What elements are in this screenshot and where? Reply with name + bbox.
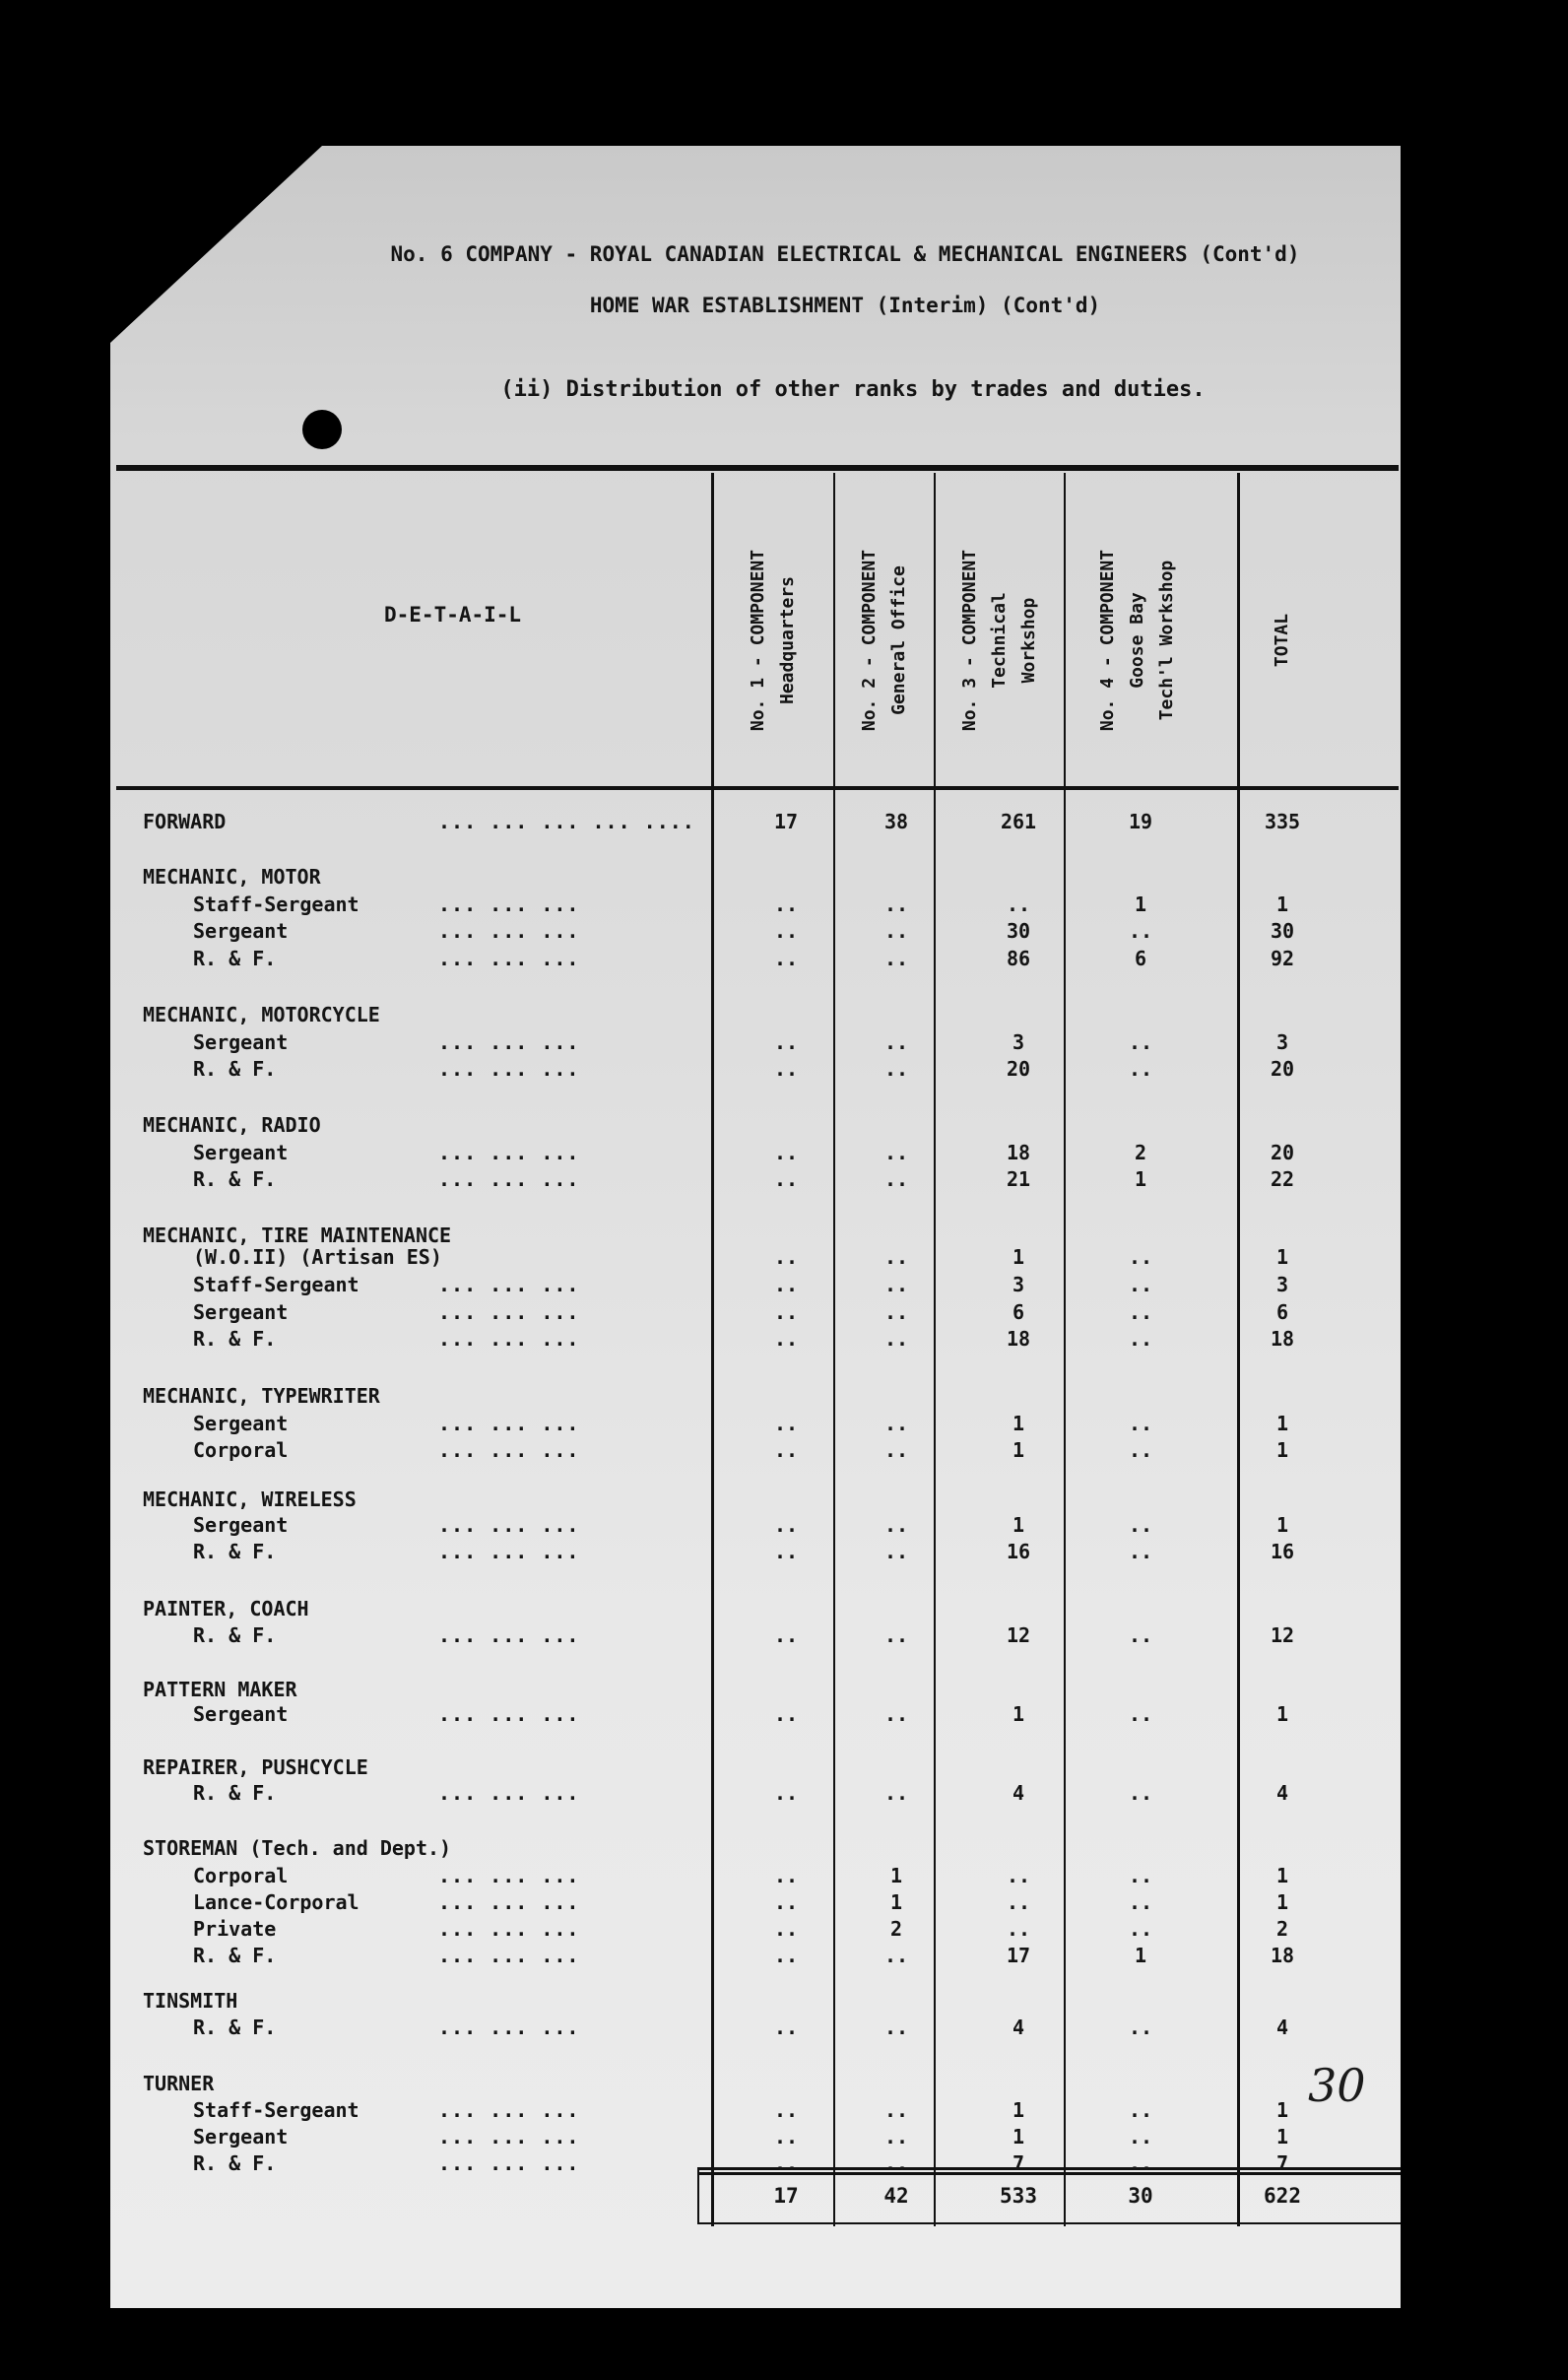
table-cell: 1: [1134, 1167, 1147, 1191]
table-top-rule: [116, 465, 1399, 471]
table-cell: ..: [1128, 1864, 1153, 1887]
table-row: [0, 1245, 1568, 1272]
row-label: Sergeant: [193, 1030, 289, 1054]
table-cell: ..: [883, 1273, 909, 1296]
table-cell: 1: [1012, 1513, 1025, 1537]
table-cell: 1: [1012, 1438, 1025, 1462]
table-cell: 1: [1012, 1702, 1025, 1726]
total-technical-workshop: 533: [1000, 2184, 1037, 2208]
column-header-detail: D-E-T-A-I-L: [384, 603, 522, 627]
leader-dots: ... ... ...: [438, 1030, 580, 1054]
row-label: R. & F.: [193, 2151, 277, 2175]
leader-dots: ... ... ...: [438, 1057, 580, 1081]
table-cell: ..: [883, 919, 909, 943]
row-label: R. & F.: [193, 1623, 277, 1647]
row-label: Sergeant: [193, 1412, 289, 1435]
table-cell: 261: [1000, 810, 1037, 833]
row-label: REPAIRER, PUSHCYCLE: [143, 1755, 368, 1779]
table-cell: ..: [1128, 2151, 1153, 2175]
leader-dots: ... ... ...: [438, 1300, 580, 1324]
table-row: [0, 947, 1568, 973]
table-cell: 92: [1270, 947, 1295, 970]
row-label: MECHANIC, TIRE MAINTENANCE: [143, 1223, 452, 1247]
table-cell: ..: [883, 1412, 909, 1435]
section-heading: (ii) Distribution of other ranks by trades and duties.: [500, 377, 1206, 402]
table-cell: 1: [1012, 2125, 1025, 2149]
table-row: [0, 1327, 1568, 1354]
row-label: TINSMITH: [143, 1989, 238, 2013]
table-cell: ..: [1128, 2016, 1153, 2039]
table-cell: ..: [1128, 1245, 1153, 1269]
column-header-general-office: No. 2 - COMPONENT General Office: [859, 549, 910, 732]
table-row: [0, 1488, 1568, 1514]
table-cell: ..: [1128, 1438, 1153, 1462]
column-header-total: TOTAL: [1272, 613, 1292, 668]
table-cell: 1: [1275, 1890, 1289, 1914]
leader-dots: ... ... ...: [438, 1944, 580, 1967]
table-row: [0, 1890, 1568, 1917]
table-cell: ..: [773, 1167, 799, 1191]
table-cell: ..: [1128, 1057, 1153, 1081]
table-cell: ..: [773, 1890, 799, 1914]
table-cell: ..: [773, 1141, 799, 1164]
table-cell: 38: [883, 810, 909, 833]
table-cell: 12: [1270, 1623, 1295, 1647]
table-cell: ..: [773, 892, 799, 916]
table-cell: ..: [883, 1702, 909, 1726]
table-cell: ..: [1128, 1702, 1153, 1726]
table-cell: ..: [883, 892, 909, 916]
row-label: Staff-Sergeant: [193, 1273, 359, 1296]
leader-dots: ... ... ...: [438, 1781, 580, 1805]
table-cell: ..: [1006, 892, 1031, 916]
table-cell: 2: [1134, 1141, 1147, 1164]
total-general-office: 42: [883, 2184, 909, 2208]
table-cell: ..: [883, 1141, 909, 1164]
table-cell: ..: [1128, 2098, 1153, 2122]
table-cell: ..: [883, 1030, 909, 1054]
leader-dots: ... ... ...: [438, 2125, 580, 2149]
table-cell: ..: [1006, 1917, 1031, 1941]
table-cell: 18: [1006, 1327, 1031, 1351]
table-row: [0, 2125, 1568, 2151]
table-row: [0, 1944, 1568, 1970]
leader-dots: ... ... ...: [438, 1702, 580, 1726]
table-cell: 2: [1275, 1917, 1289, 1941]
row-label: PAINTER, COACH: [143, 1597, 309, 1620]
table-cell: ..: [1128, 1540, 1153, 1563]
table-cell: 1: [1275, 2125, 1289, 2149]
grand-total: 622: [1264, 2184, 1301, 2208]
table-cell: 1: [889, 1890, 903, 1914]
table-cell: 6: [1012, 1300, 1025, 1324]
totals-bottom-rule: [697, 2222, 1401, 2224]
header-bottom-rule: [116, 786, 1399, 790]
table-cell: ..: [1128, 1623, 1153, 1647]
row-label: (W.O.II) (Artisan ES): [193, 1245, 442, 1269]
table-cell: 1: [889, 1864, 903, 1887]
row-label: Sergeant: [193, 2125, 289, 2149]
leader-dots: ... ... ...: [438, 1438, 580, 1462]
leader-dots: ... ... ...: [438, 892, 580, 916]
table-cell: ..: [773, 1917, 799, 1941]
table-cell: 1: [1275, 2098, 1289, 2122]
table-cell: ..: [773, 1057, 799, 1081]
row-label: FORWARD: [143, 810, 227, 833]
table-cell: ..: [773, 1412, 799, 1435]
table-cell: ..: [773, 1513, 799, 1537]
row-label: Staff-Sergeant: [193, 892, 359, 916]
table-row: [0, 865, 1568, 892]
row-label: R. & F.: [193, 1540, 277, 1563]
table-row: [0, 1300, 1568, 1327]
table-cell: 6: [1134, 947, 1147, 970]
table-row: [0, 1917, 1568, 1944]
row-label: R. & F.: [193, 1944, 277, 1967]
leader-dots: ... ... ...: [438, 2098, 580, 2122]
table-cell: ..: [883, 1540, 909, 1563]
table-row: [0, 1836, 1568, 1863]
table-cell: ..: [773, 1300, 799, 1324]
leader-dots: ... ... ... ... ....: [438, 810, 695, 833]
leader-dots: ... ... ...: [438, 1623, 580, 1647]
table-row: [0, 1513, 1568, 1540]
leader-dots: ... ... ...: [438, 1864, 580, 1887]
table-cell: ..: [883, 1944, 909, 1967]
table-row: [0, 1003, 1568, 1029]
table-cell: 3: [1012, 1030, 1025, 1054]
table-cell: ..: [1128, 1327, 1153, 1351]
table-cell: 18: [1270, 1944, 1295, 1967]
leader-dots: ... ... ...: [438, 1513, 580, 1537]
table-cell: 1: [1275, 1513, 1289, 1537]
table-cell: 16: [1006, 1540, 1031, 1563]
table-cell: 1: [1012, 1412, 1025, 1435]
table-row: [0, 1989, 1568, 2016]
handwritten-note: 30: [1308, 2059, 1366, 2112]
row-label: Corporal: [193, 1438, 289, 1462]
row-label: R. & F.: [193, 1057, 277, 1081]
table-cell: 20: [1270, 1141, 1295, 1164]
row-label: Sergeant: [193, 1513, 289, 1537]
table-cell: 3: [1275, 1030, 1289, 1054]
column-header-goose-bay: No. 4 - COMPONENT Goose Bay Tech'l Workshop: [1097, 549, 1178, 732]
table-cell: 20: [1006, 1057, 1031, 1081]
table-cell: ..: [773, 1540, 799, 1563]
table-cell: ..: [773, 1245, 799, 1269]
table-cell: 7: [1275, 2151, 1289, 2175]
table-cell: ..: [1128, 1412, 1153, 1435]
table-cell: 2: [889, 1917, 903, 1941]
leader-dots: ... ... ...: [438, 1141, 580, 1164]
table-cell: ..: [883, 2151, 909, 2175]
table-cell: ..: [883, 947, 909, 970]
leader-dots: ... ... ...: [438, 1412, 580, 1435]
leader-dots: ... ... ...: [438, 1890, 580, 1914]
row-label: R. & F.: [193, 2016, 277, 2039]
row-label: MECHANIC, MOTORCYCLE: [143, 1003, 380, 1026]
table-cell: ..: [1006, 1864, 1031, 1887]
table-row: [0, 892, 1568, 919]
table-cell: 30: [1006, 919, 1031, 943]
table-cell: 1: [1012, 1245, 1025, 1269]
table-cell: ..: [773, 1623, 799, 1647]
punch-hole: [302, 410, 342, 449]
leader-dots: ... ... ...: [438, 947, 580, 970]
table-cell: 1: [1134, 1944, 1147, 1967]
table-row: [0, 1167, 1568, 1194]
table-cell: ..: [883, 2125, 909, 2149]
table-cell: ..: [773, 1438, 799, 1462]
document-title: No. 6 COMPANY - ROYAL CANADIAN ELECTRICAL & MECHANICAL ENGINEERS (Cont'd): [390, 242, 1300, 266]
table-cell: ..: [883, 1327, 909, 1351]
table-cell: 3: [1012, 1273, 1025, 1296]
table-cell: ..: [773, 2016, 799, 2039]
table-cell: ..: [773, 1702, 799, 1726]
leader-dots: ... ... ...: [438, 1273, 580, 1296]
table-row: [0, 1623, 1568, 1650]
leader-dots: ... ... ...: [438, 2151, 580, 2175]
table-cell: ..: [883, 1300, 909, 1324]
table-row: [0, 2151, 1568, 2178]
table-cell: ..: [773, 1864, 799, 1887]
table-cell: 21: [1006, 1167, 1031, 1191]
table-row: [0, 810, 1568, 836]
table-row: [0, 1702, 1568, 1729]
row-label: R. & F.: [193, 1167, 277, 1191]
row-label: Staff-Sergeant: [193, 2098, 359, 2122]
row-label: TURNER: [143, 2072, 215, 2095]
table-cell: 7: [1012, 2151, 1025, 2175]
table-cell: ..: [773, 2125, 799, 2149]
leader-dots: ... ... ...: [438, 919, 580, 943]
table-cell: ..: [1128, 919, 1153, 943]
table-cell: ..: [883, 1167, 909, 1191]
table-row: [0, 919, 1568, 946]
row-label: MECHANIC, RADIO: [143, 1113, 321, 1137]
table-cell: 16: [1270, 1540, 1295, 1563]
table-cell: 1: [1275, 1864, 1289, 1887]
total-goose-bay: 30: [1128, 2184, 1153, 2208]
table-cell: 22: [1270, 1167, 1295, 1191]
table-cell: ..: [773, 1273, 799, 1296]
table-cell: 12: [1006, 1623, 1031, 1647]
table-cell: 17: [1006, 1944, 1031, 1967]
table-cell: ..: [1128, 2125, 1153, 2149]
table-cell: 18: [1270, 1327, 1295, 1351]
table-cell: 4: [1012, 2016, 1025, 2039]
table-cell: ..: [883, 2016, 909, 2039]
table-cell: 1: [1275, 1438, 1289, 1462]
table-cell: ..: [1006, 1890, 1031, 1914]
table-cell: 17: [773, 810, 799, 833]
table-cell: ..: [773, 2098, 799, 2122]
row-label: Private: [193, 1917, 277, 1941]
table-cell: 86: [1006, 947, 1031, 970]
table-cell: ..: [773, 1944, 799, 1967]
table-cell: 335: [1264, 810, 1301, 833]
table-cell: ..: [773, 1327, 799, 1351]
table-cell: ..: [1128, 1917, 1153, 1941]
row-label: Sergeant: [193, 1702, 289, 1726]
table-row: [0, 1864, 1568, 1890]
table-row: [0, 1438, 1568, 1465]
table-cell: 4: [1012, 1781, 1025, 1805]
table-cell: 1: [1275, 1245, 1289, 1269]
table-row: [0, 1141, 1568, 1167]
table-cell: 6: [1275, 1300, 1289, 1324]
table-cell: 1: [1012, 2098, 1025, 2122]
row-label: Sergeant: [193, 1300, 289, 1324]
table-cell: ..: [773, 919, 799, 943]
table-cell: ..: [773, 1781, 799, 1805]
row-label: STOREMAN (Tech. and Dept.): [143, 1836, 452, 1860]
totals-row: [0, 2184, 1568, 2211]
table-cell: ..: [883, 1245, 909, 1269]
table-row: [0, 1540, 1568, 1566]
row-label: R. & F.: [193, 947, 277, 970]
row-label: MECHANIC, MOTOR: [143, 865, 321, 889]
row-label: Lance-Corporal: [193, 1890, 359, 1914]
table-cell: ..: [883, 2098, 909, 2122]
table-cell: 1: [1275, 892, 1289, 916]
table-row: [0, 1057, 1568, 1084]
document-subtitle: HOME WAR ESTABLISHMENT (Interim) (Cont'd): [589, 294, 1101, 317]
row-label: Sergeant: [193, 919, 289, 943]
leader-dots: ... ... ...: [438, 2016, 580, 2039]
table-cell: ..: [883, 1438, 909, 1462]
row-label: Sergeant: [193, 1141, 289, 1164]
table-row: [0, 1273, 1568, 1299]
table-row: [0, 1678, 1568, 1704]
table-cell: ..: [1128, 1781, 1153, 1805]
table-cell: ..: [883, 1781, 909, 1805]
table-cell: ..: [1128, 1513, 1153, 1537]
table-cell: 1: [1134, 892, 1147, 916]
table-cell: ..: [1128, 1890, 1153, 1914]
row-label: PATTERN MAKER: [143, 1678, 297, 1701]
table-cell: ..: [883, 1057, 909, 1081]
table-cell: ..: [1128, 1300, 1153, 1324]
table-cell: 4: [1275, 2016, 1289, 2039]
table-row: [0, 1030, 1568, 1057]
table-cell: 1: [1275, 1702, 1289, 1726]
table-cell: ..: [773, 1030, 799, 1054]
row-label: Corporal: [193, 1864, 289, 1887]
leader-dots: ... ... ...: [438, 1327, 580, 1351]
column-header-technical-workshop: No. 3 - COMPONENT Technical Workshop: [959, 549, 1040, 732]
table-cell: 20: [1270, 1057, 1295, 1081]
table-row: [0, 1384, 1568, 1411]
table-cell: 4: [1275, 1781, 1289, 1805]
table-row: [0, 1597, 1568, 1623]
table-row: [0, 1412, 1568, 1438]
table-cell: 3: [1275, 1273, 1289, 1296]
row-label: MECHANIC, TYPEWRITER: [143, 1384, 380, 1408]
table-row: [0, 1113, 1568, 1140]
leader-dots: ... ... ...: [438, 1917, 580, 1941]
table-cell: ..: [773, 947, 799, 970]
row-label: R. & F.: [193, 1327, 277, 1351]
table-cell: 1: [1275, 1412, 1289, 1435]
table-cell: ..: [1128, 1030, 1153, 1054]
table-cell: ..: [773, 2151, 799, 2175]
table-row: [0, 1781, 1568, 1808]
table-cell: ..: [883, 1623, 909, 1647]
table-cell: 30: [1270, 919, 1295, 943]
leader-dots: ... ... ...: [438, 1540, 580, 1563]
row-label: MECHANIC, WIRELESS: [143, 1488, 357, 1511]
table-cell: 19: [1128, 810, 1153, 833]
table-cell: 18: [1006, 1141, 1031, 1164]
column-header-headquarters: No. 1 - COMPONENT Headquarters: [748, 549, 799, 732]
table-row: [0, 2016, 1568, 2042]
table-row: [0, 1755, 1568, 1782]
table-cell: ..: [883, 1513, 909, 1537]
table-cell: ..: [1128, 1273, 1153, 1296]
leader-dots: ... ... ...: [438, 1167, 580, 1191]
row-label: R. & F.: [193, 1781, 277, 1805]
total-headquarters: 17: [773, 2184, 799, 2208]
